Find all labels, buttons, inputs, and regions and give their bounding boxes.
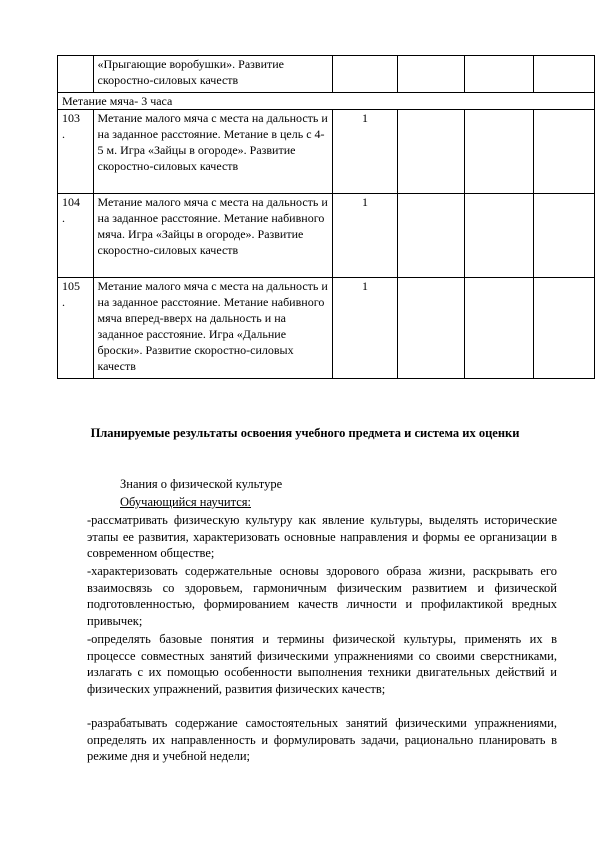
empty-cell bbox=[465, 110, 534, 194]
section-heading: Планируемые результаты освоения учебного предмета и система их оценки bbox=[90, 426, 520, 440]
section-title: Метание мяча- 3 часа bbox=[58, 93, 595, 110]
table-row bbox=[58, 56, 595, 93]
lesson-topic-cell: Метание малого мяча с места на дальность и на заданное расстояние. Метание в цель с 4-5 м. Игра «Зайцы в огороде». Развитие скоростно-силовых качеств bbox=[93, 110, 333, 194]
empty-cell bbox=[533, 110, 594, 194]
outcome-paragraph: -характеризовать содержательные основы здорового образа жизни, раскрывать его взаимосвязь со здоровьем, гармоничным физическим развитием и физической подготовленностью, формированием качеств личности и профилактикой вредных привычек; bbox=[87, 564, 557, 628]
table-row bbox=[58, 194, 595, 278]
lesson-number-cell: 105 . bbox=[58, 278, 94, 379]
outcome-paragraph: -определять базовые понятия и термины физической культуры, применять их в процессе совместных занятий физическими упражнениями со своими сверстниками, излагать с их помощью особенности выполнения техники двигательных действий и физических упражнений, развития физических качеств; bbox=[87, 632, 557, 696]
empty-cell bbox=[533, 278, 594, 379]
lesson-plan-table bbox=[57, 55, 595, 379]
outcome-paragraph: -рассматривать физическую культуру как явление культуры, выделять исторические этапы ее развития, характеризовать основные направления и формы ее организации в современном обществе; bbox=[87, 513, 557, 560]
empty-cell bbox=[465, 194, 534, 278]
hours-cell: 1 bbox=[333, 278, 397, 379]
hours-cell: 1 bbox=[333, 194, 397, 278]
subheading: Знания о физической культуре bbox=[120, 477, 283, 491]
empty-cell bbox=[397, 194, 465, 278]
lesson-topic-cell: Метание малого мяча с места на дальность и на заданное расстояние. Метание набивного мяча вперед-вверх на дальность и на заданное расстояние. Игра «Дальние броски». Развитие скоростно-силовых качеств bbox=[93, 278, 333, 379]
empty-cell bbox=[533, 56, 594, 93]
lesson-topic-cell: Метание малого мяча с места на дальность и на заданное расстояние. Метание набивного мяча. Игра «Зайцы в огороде». Развитие скоростно-силовых качеств bbox=[93, 194, 333, 278]
lesson-topic-cell: «Прыгающие воробушки». Развитие скоростно-силовых качеств bbox=[93, 56, 333, 93]
lesson-number-cell: 104 . bbox=[58, 194, 94, 278]
empty-cell bbox=[397, 110, 465, 194]
learner-subheading: Обучающийся научится: bbox=[120, 495, 251, 509]
empty-cell bbox=[465, 278, 534, 379]
empty-cell bbox=[533, 194, 594, 278]
section-row bbox=[58, 93, 595, 110]
lesson-number-cell: 103 . bbox=[58, 110, 94, 194]
hours-cell bbox=[333, 56, 397, 93]
outcome-paragraph: -разрабатывать содержание самостоятельных занятий физическими упражнениями, определять их направленность и формулировать задачи, рационально планировать в режиме дня и учебной недели; bbox=[87, 716, 557, 763]
empty-cell bbox=[397, 56, 465, 93]
hours-cell: 1 bbox=[333, 110, 397, 194]
empty-cell bbox=[465, 56, 534, 93]
lesson-number-cell bbox=[58, 56, 94, 93]
table-row bbox=[58, 110, 595, 194]
table-row bbox=[58, 278, 595, 379]
empty-cell bbox=[397, 278, 465, 379]
